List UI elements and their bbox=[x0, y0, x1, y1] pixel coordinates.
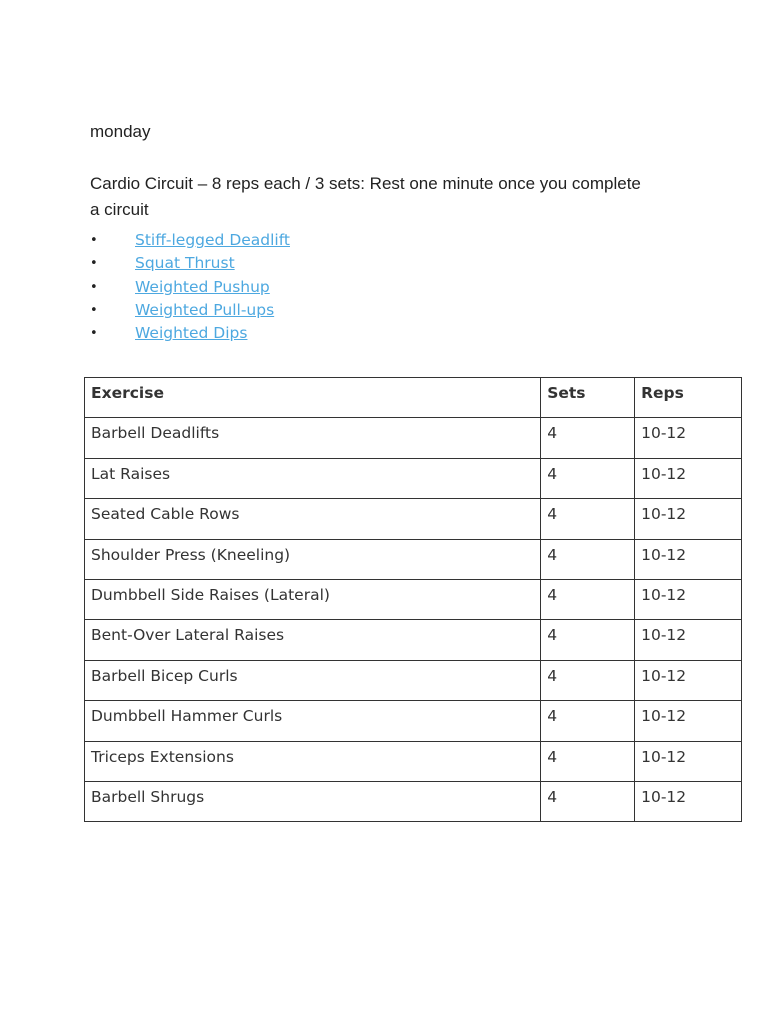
exercise-cell: Barbell Shrugs bbox=[85, 781, 541, 821]
sets-cell: 4 bbox=[541, 660, 635, 700]
reps-cell: 10-12 bbox=[635, 620, 742, 660]
reps-cell: 10-12 bbox=[635, 458, 742, 498]
workout-table bbox=[84, 377, 742, 822]
exercise-link-weighted-pull-ups[interactable]: Weighted Pull-ups bbox=[135, 300, 275, 319]
table-row bbox=[85, 579, 742, 619]
exercise-link-weighted-pushup[interactable]: Weighted Pushup bbox=[135, 277, 270, 296]
sets-cell: 4 bbox=[541, 620, 635, 660]
bullet-icon bbox=[90, 322, 102, 345]
table-row bbox=[85, 458, 742, 498]
sets-cell: 4 bbox=[541, 458, 635, 498]
exercise-cell: Dumbbell Hammer Curls bbox=[85, 701, 541, 741]
column-header-reps: Reps bbox=[635, 378, 742, 418]
exercise-cell: Seated Cable Rows bbox=[85, 499, 541, 539]
exercise-cell: Dumbbell Side Raises (Lateral) bbox=[85, 579, 541, 619]
reps-cell: 10-12 bbox=[635, 741, 742, 781]
table-row bbox=[85, 620, 742, 660]
reps-cell: 10-12 bbox=[635, 660, 742, 700]
exercise-cell: Barbell Bicep Curls bbox=[85, 660, 541, 700]
sets-cell: 4 bbox=[541, 741, 635, 781]
column-header-exercise: Exercise bbox=[85, 378, 541, 418]
exercise-cell: Triceps Extensions bbox=[85, 741, 541, 781]
exercise-cell: Lat Raises bbox=[85, 458, 541, 498]
column-header-sets: Sets bbox=[541, 378, 635, 418]
reps-cell: 10-12 bbox=[635, 579, 742, 619]
sets-cell: 4 bbox=[541, 781, 635, 821]
table-row bbox=[85, 539, 742, 579]
table-row bbox=[85, 660, 742, 700]
table-row bbox=[85, 781, 742, 821]
day-heading: monday bbox=[90, 122, 151, 141]
sets-cell: 4 bbox=[541, 499, 635, 539]
bullet-icon bbox=[90, 252, 102, 275]
table-row bbox=[85, 701, 742, 741]
exercise-link-squat-thrust[interactable]: Squat Thrust bbox=[135, 254, 235, 273]
table-row bbox=[85, 741, 742, 781]
exercise-cell: Bent-Over Lateral Raises bbox=[85, 620, 541, 660]
exercise-cell: Barbell Deadlifts bbox=[85, 418, 541, 458]
table-header-row bbox=[85, 378, 742, 418]
sets-cell: 4 bbox=[541, 539, 635, 579]
reps-cell: 10-12 bbox=[635, 539, 742, 579]
exercise-link-stiff-legged-deadlift[interactable]: Stiff-legged Deadlift bbox=[135, 231, 290, 249]
exercise-link-weighted-dips[interactable]: Weighted Dips bbox=[135, 324, 248, 343]
sets-cell: 4 bbox=[541, 418, 635, 458]
table-row bbox=[85, 418, 742, 458]
sets-cell: 4 bbox=[541, 701, 635, 741]
bullet-icon bbox=[90, 299, 102, 322]
reps-cell: 10-12 bbox=[635, 418, 742, 458]
exercise-cell: Shoulder Press (Kneeling) bbox=[85, 539, 541, 579]
reps-cell: 10-12 bbox=[635, 781, 742, 821]
reps-cell: 10-12 bbox=[635, 499, 742, 539]
circuit-description: Cardio Circuit – 8 reps each / 3 sets: Rest one minute once you complete a circuit bbox=[90, 174, 641, 219]
sets-cell: 4 bbox=[541, 579, 635, 619]
bullet-icon bbox=[90, 229, 102, 252]
bullet-icon bbox=[90, 276, 102, 299]
table-row bbox=[85, 499, 742, 539]
reps-cell: 10-12 bbox=[635, 701, 742, 741]
